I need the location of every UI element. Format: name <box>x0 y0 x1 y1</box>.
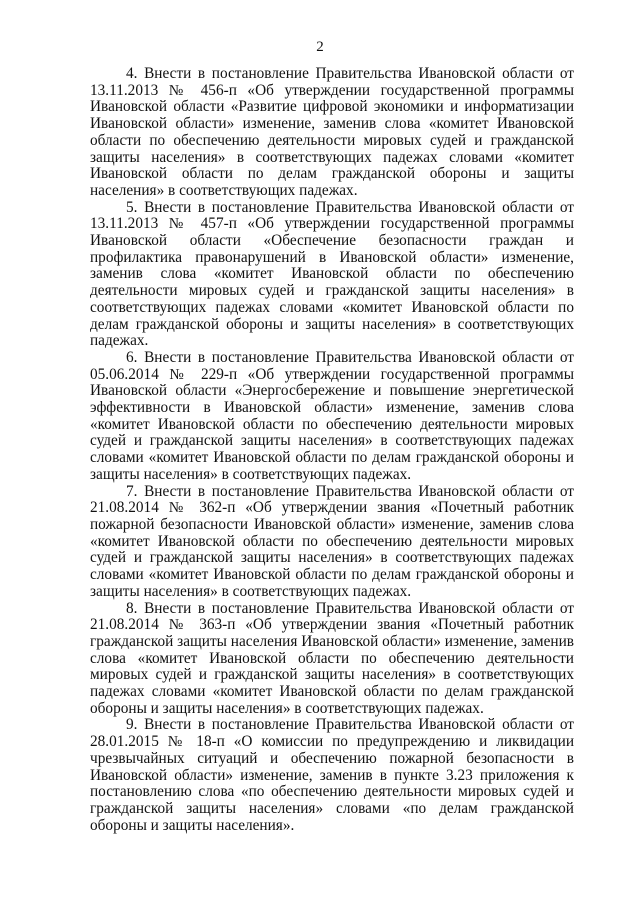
paragraph-item-7: 7. Внести в постановление Правительства Ивановской области от 21.08.2014 № 362-п «Об утверждении звания «Почетный работник пожарной безопасности Ивановской области» изменение, заменив слова «комитет Ивановской области по обеспечению деятельности мировых судей и гражданской защиты населения» в соответствующих падежах словами «комитет Ивановской области по делам гражданской обороны и защиты населения» в соответствующих падежах. <box>90 482 574 600</box>
page-number: 2 <box>316 39 324 55</box>
paragraph-item-6: 6. Внести в постановление Правительства Ивановской области от 05.06.2014 № 229-п «Об утверждении государственной программы Ивановской области «Энергосбережение и повышение энергетической эффективности в Ивановской области» изменение, заменив слова «комитет Ивановской области по обеспечению деятельности мировых судей и гражданской защиты населения» в соответствующих падежах словами «комитет Ивановской области по делам гражданской обороны и защиты населения» в соответствующих падежах. <box>90 348 574 483</box>
paragraph-item-4: 4. Внести в постановление Правительства Ивановской области от 13.11.2013 № 456-п «Об утверждении государственной программы Ивановской области «Развитие цифровой экономики и информатизации Ивановской области» изменение, заменив слова «комитет Ивановской области по обеспечению деятельности мировых судей и гражданской защиты населения» в соответствующих падежах словами «комитет Ивановской области по делам гражданской обороны и защиты населения» в соответствующих падежах. <box>90 65 574 199</box>
paragraph-item-8: 8. Внести в постановление Правительства Ивановской области от 21.08.2014 № 363-п «Об утверждении звания «Почетный работник гражданской защиты населения Ивановской области» изменение, заменив слова «комитет Ивановской области по обеспечению деятельности мировых судей и гражданской защиты населения» в соответствующих падежах словами «комитет Ивановской области по делам гражданской обороны и защиты населения» в соответствующих падежах. <box>90 599 574 717</box>
paragraph-item-9: 9. Внести в постановление Правительства Ивановской области от 28.01.2015 № 18-п «О комиссии по предупреждению и ликвидации чрезвычайных ситуаций и обеспечению пожарной безопасности в Ивановской области» изменение, заменив в пункте 3.23 приложения к постановлению слова «по обеспечению деятельности мировых судей и гражданской защиты населения» словами «по делам гражданской обороны и защиты населения». <box>90 716 574 834</box>
paragraph-item-5: 5. Внести в постановление Правительства Ивановской области от 13.11.2013 № 457-п «Об утверждении государственной программы Ивановской области «Обеспечение безопасности граждан и профилактика правонарушений в Ивановской области» изменение, заменив слова «комитет Ивановской области по обеспечению деятельности мировых судей и гражданской защиты населения» в соответствующих падежах словами «комитет Ивановской области по делам гражданской обороны и защиты населения» в соответствующих падежах. <box>90 198 574 350</box>
document-body <box>90 66 574 834</box>
